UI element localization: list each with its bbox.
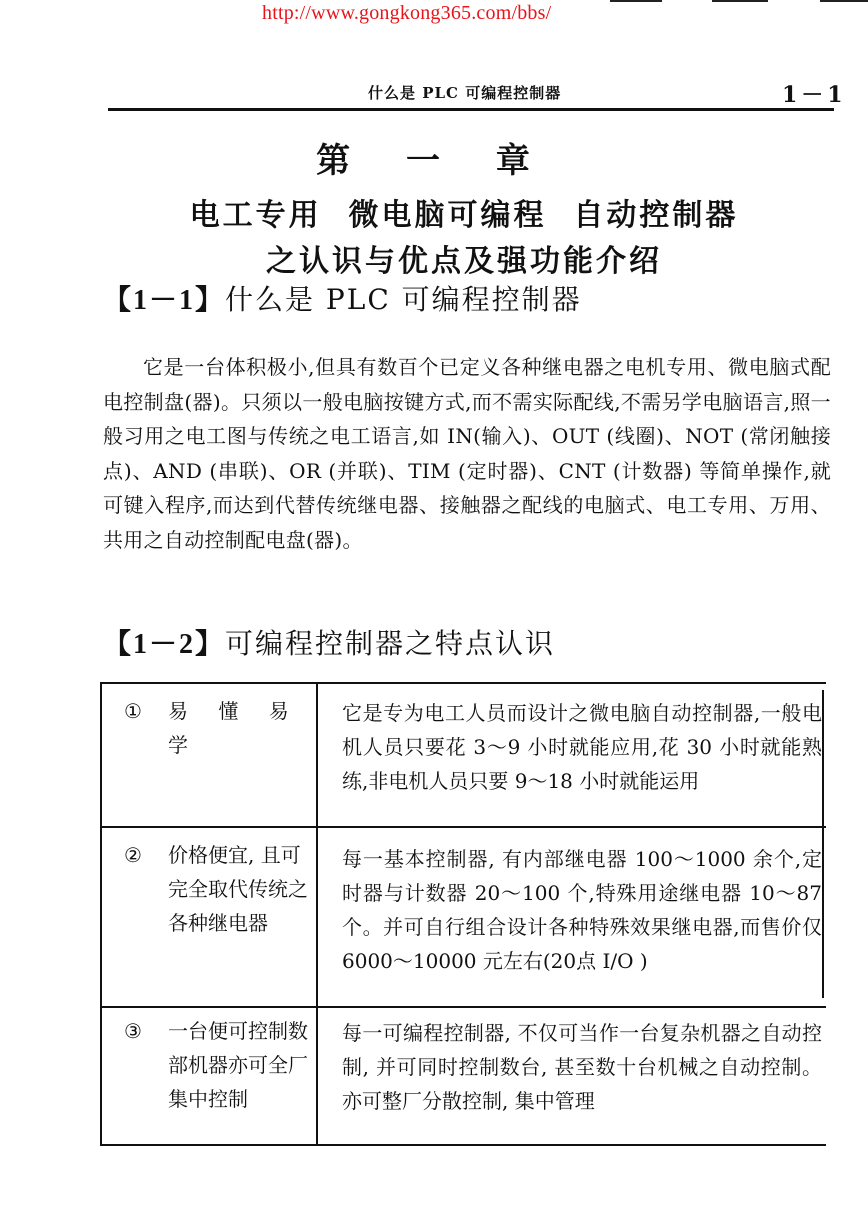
table-column-divider [316, 682, 318, 1146]
source-url[interactable]: http://www.gongkong365.com/bbs/ [262, 2, 552, 24]
chapter-heading: 第 一 章 [316, 141, 552, 181]
row-number: ② [124, 843, 142, 867]
table-row-divider [100, 826, 826, 828]
section-heading-1-1 [103, 278, 582, 318]
table-right-border [822, 690, 824, 998]
table-row-3-description: 每一可编程控制器, 不仅可当作一台复杂机器之自动控制, 并可同时控制数台, 甚至数十台机械之自动控制。亦可整厂分散控制, 集中管理 [342, 1021, 822, 1113]
section-number: 【1－2】 [103, 629, 226, 660]
running-title: 什么是 PLC 可编程控制器 [368, 84, 562, 102]
top-scan-mark [712, 0, 768, 2]
row-feature: 一台便可控制数部机器亦可全厂集中控制 [168, 1019, 308, 1111]
table-row-divider [100, 1006, 826, 1008]
row-feature: 价格便宜, 且可完全取代传统之各种继电器 [168, 843, 308, 935]
table-row-3-feature-cell [124, 1014, 314, 1111]
table-row-1-feature-cell [124, 694, 314, 757]
table-row-1-description: 它是专为电工人员而设计之微电脑自动控制器,一般电机人员只要花 3～9 小时就能应用,花 30 小时就能熟练,非电机人员只要 9～18 小时就能运用 [342, 701, 822, 793]
row-feature: 易 懂 易 学 [168, 699, 301, 757]
section-title: 可编程控制器之特点认识 [225, 627, 556, 660]
header-rule [108, 108, 834, 111]
chapter-subtitle-line1: 电工专用 微电脑可编程 自动控制器 [189, 198, 739, 233]
intro-paragraph: 它是一台体积极小,但具有数百个已定义各种继电器之电机专用、微电脑式配电控制盘(器)。只须以一般电脑按键方式,而不需实际配线,不需另学电脑语言,照一般习用之电工图与传统之电工语言,如 IN(输入)、OUT (线圈)、NOT (常闭触接点)、AND (串联)、OR (并联)、TIM (定时器)、CNT (计数器) 等简单操作,就可键入程序,而达到代替传统继电器、接触器之配线的电脑式、电工专用、万用、共用之自动控制配电盘(器)。 [103, 355, 831, 552]
section-number: 【1－1】 [103, 285, 226, 316]
row-number: ① [124, 699, 142, 723]
row-number: ③ [124, 1019, 142, 1043]
top-scan-mark [820, 0, 868, 2]
table-row-2-description: 每一基本控制器, 有内部继电器 100～1000 余个,定时器与计数器 20～100 个,特殊用途继电器 10～87 个。并可自行组合设计各种特殊效果继电器,而售价仅 6000～10000 元左右(20点 I/O ) [342, 847, 822, 973]
table-row-2-feature-cell [124, 838, 314, 935]
section-title: 什么是 PLC 可编程控制器 [225, 283, 582, 316]
top-scan-mark [610, 0, 662, 2]
chapter-subtitle-line2: 之认识与优点及强功能介绍 [266, 244, 662, 279]
section-heading-1-2 [103, 622, 555, 662]
page-number: 1－1 [782, 82, 847, 108]
